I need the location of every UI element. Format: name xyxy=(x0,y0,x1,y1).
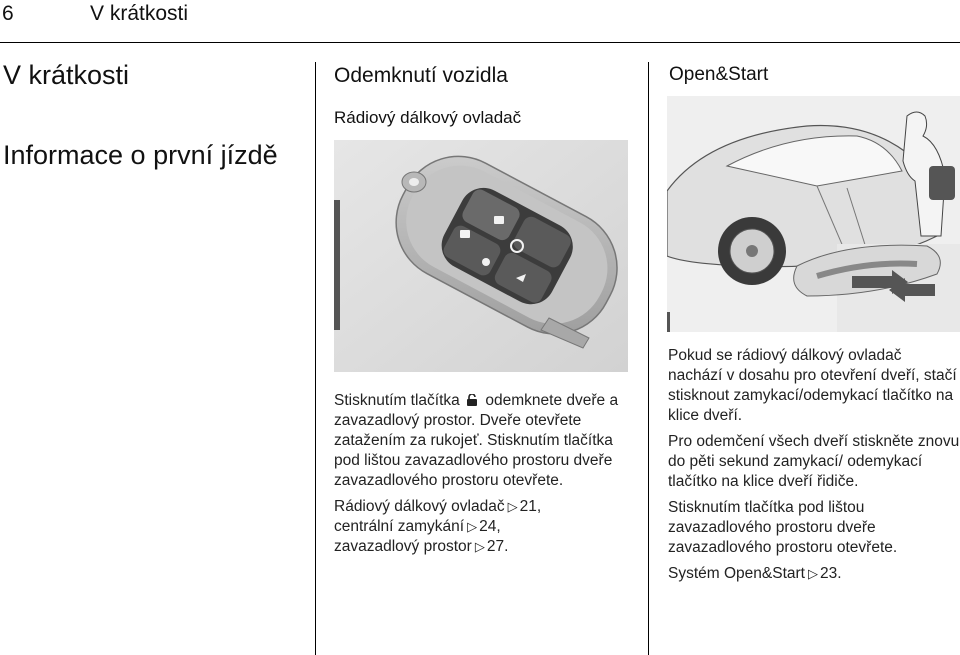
ref-remote-text: Rádiový dálkový ovladač xyxy=(334,498,505,515)
open-start-para1: Pokud se rádiový dálkový ovladač nachází v dosahu pro otevření dveří, stačí stisknout zamykací/odemykací tlačítko na klice dveří. xyxy=(668,347,957,424)
unlocking-paragraph xyxy=(334,391,624,491)
section-title: V krátkosti xyxy=(3,60,130,90)
page-ref-icon: ▷ xyxy=(467,519,478,534)
ref-open-start-page: 23. xyxy=(819,565,842,582)
page-number: 6 xyxy=(2,2,14,25)
heading-unlocking: Odemknutí vozidla xyxy=(334,64,508,87)
column-divider-right xyxy=(648,62,649,655)
section-subtitle: Informace o první jízdě xyxy=(3,140,278,170)
ref-trunk-page: 27. xyxy=(486,538,509,555)
unlocking-para-rest: odemknete dveře a zavazadlový prostor. Dveře otevřete zatažením za rukojeť. Stisknutím tlačítka pod lištou zavazadlového prostoru dveře zavazadlového prostoru otevřete. xyxy=(334,392,619,489)
ref-trunk-text: zavazadlový prostor xyxy=(334,538,472,555)
ref-central-text: centrální zamykání xyxy=(334,518,465,535)
unlocking-body xyxy=(334,391,624,563)
open-start-ref xyxy=(668,564,960,584)
page-ref-icon: ▷ xyxy=(474,539,485,554)
ref-open-start-text: Systém Open&Start xyxy=(668,565,805,582)
ref-remote-page: 21, xyxy=(519,498,542,515)
open-start-body xyxy=(668,346,960,590)
ref-central-page: 24, xyxy=(479,518,501,535)
open-start-para2: Pro odemčení všech dveří stiskněte znovu do pěti sekund zamykací/ odemykací tlačítko na klice dveří řidiče. xyxy=(668,433,960,490)
running-header: V krátkosti xyxy=(90,2,189,25)
unlocking-para-prefix: Stisknutím tlačítka xyxy=(334,392,460,409)
unlocking-refs xyxy=(334,497,624,557)
car-door-figure xyxy=(667,96,960,332)
page-ref-icon: ▷ xyxy=(507,499,518,514)
page-ref-icon: ▷ xyxy=(807,566,818,581)
heading-open-start: Open&Start xyxy=(669,64,769,85)
remote-key-figure xyxy=(334,140,628,372)
open-start-para3: Stisknutím tlačítka pod lištou zavazadlového prostoru dveře zavazadlového prostoru otevřete. xyxy=(668,499,898,556)
column-divider-left xyxy=(315,62,316,655)
header-rule xyxy=(0,42,960,43)
subheading-remote: Rádiový dálkový ovladač xyxy=(334,108,522,127)
unlock-icon xyxy=(466,394,479,406)
